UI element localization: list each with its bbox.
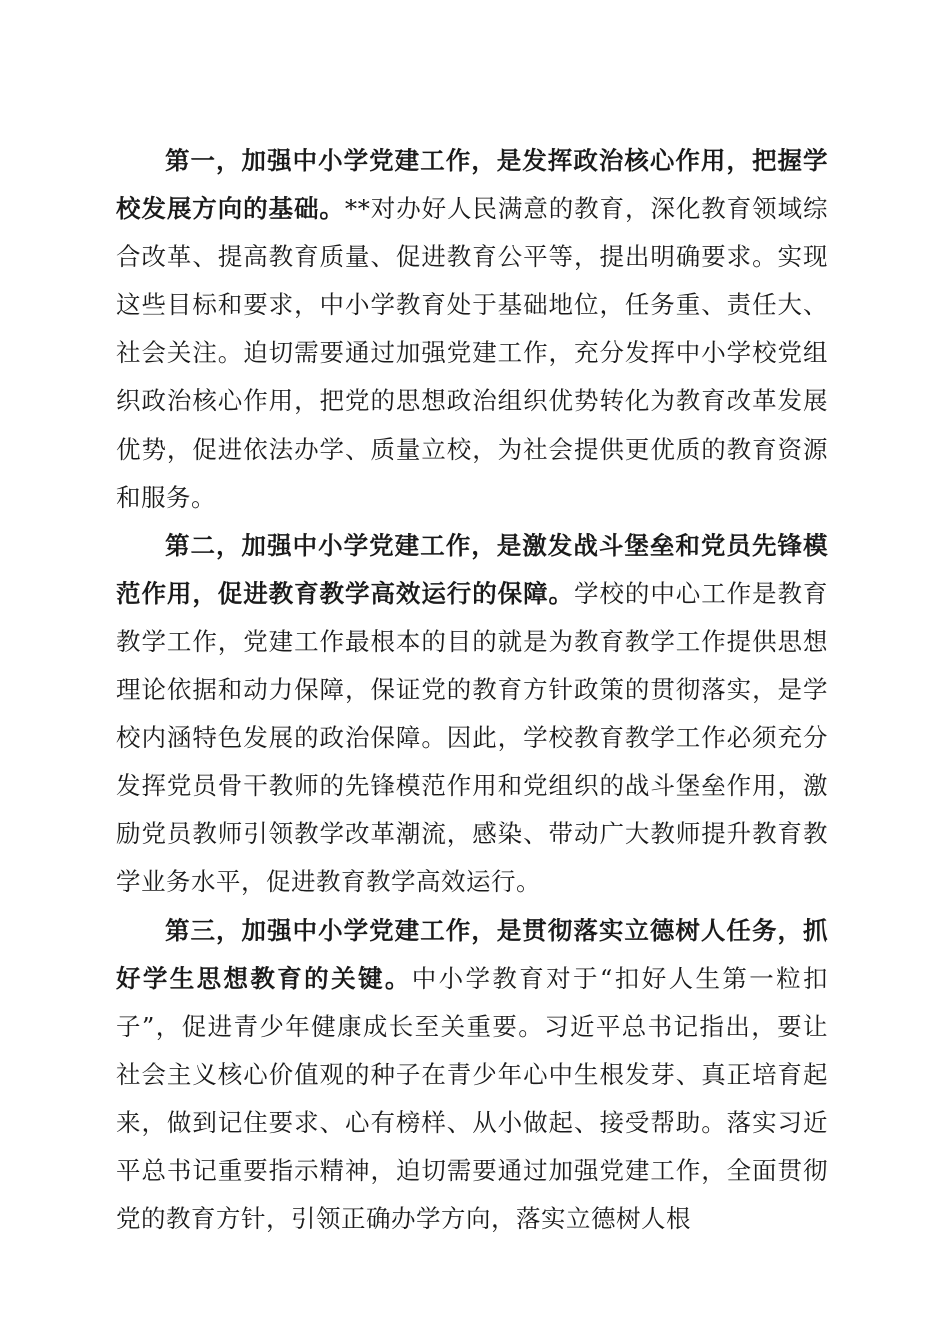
paragraph-3-body: 中小学教育对于“扣好人生第一粒扣子”，促进青少年健康成长至关重要。习近平总书记指出，要让社会主义核心价值观的种子在青少年心中生根发芽、真正培育起来，做到记住要求、心有榜样、从小做起、接受帮助。落实习近平总书记重要指示精神，迫切需要通过加强党建工作，全面贯彻党的教育方针，引领正确办学方向，落实立德树人根 <box>116 963 828 1234</box>
paragraph-1-lead: 第一，加强中小学党建工作，是发挥政治核心作用，把握学校发展方向的基础。 <box>116 146 828 224</box>
paragraph-3-lead: 第三，加强中小学党建工作，是贯彻落实立德树人任务，抓好学生思想教育的关键。 <box>116 915 828 993</box>
paragraph-2-lead: 第二，加强中小学党建工作，是激发战斗堡垒和党员先锋模范作用，促进教育教学高效运行的保障。 <box>116 530 828 608</box>
document-body <box>116 137 828 1243</box>
paragraph-1 <box>116 137 828 522</box>
paragraph-2 <box>116 522 828 907</box>
paragraph-2-body: 学校的中心工作是教育教学工作，党建工作最根本的目的就是为教育教学工作提供思想理论依据和动力保障，保证党的教育方针政策的贯彻落实，是学校内涵特色发展的政治保障。因此，学校教育教学工作必须充分发挥党员骨干教师的先锋模范作用和党组织的战斗堡垒作用，激励党员教师引领教学改革潮流，感染、带动广大教师提升教育教学业务水平，促进教育教学高效运行。 <box>116 578 828 897</box>
paragraph-3 <box>116 907 828 1244</box>
paragraph-1-body: **对办好人民满意的教育，深化教育领域综合改革、提高教育质量、促进教育公平等，提出明确要求。实现这些目标和要求，中小学教育处于基础地位，任务重、责任大、社会关注。迫切需要通过加强党建工作，充分发挥中小学校党组织政治核心作用，把党的思想政治组织优势转化为教育改革发展优势，促进依法办学、质量立校，为社会提供更优质的教育资源和服务。 <box>116 194 829 512</box>
